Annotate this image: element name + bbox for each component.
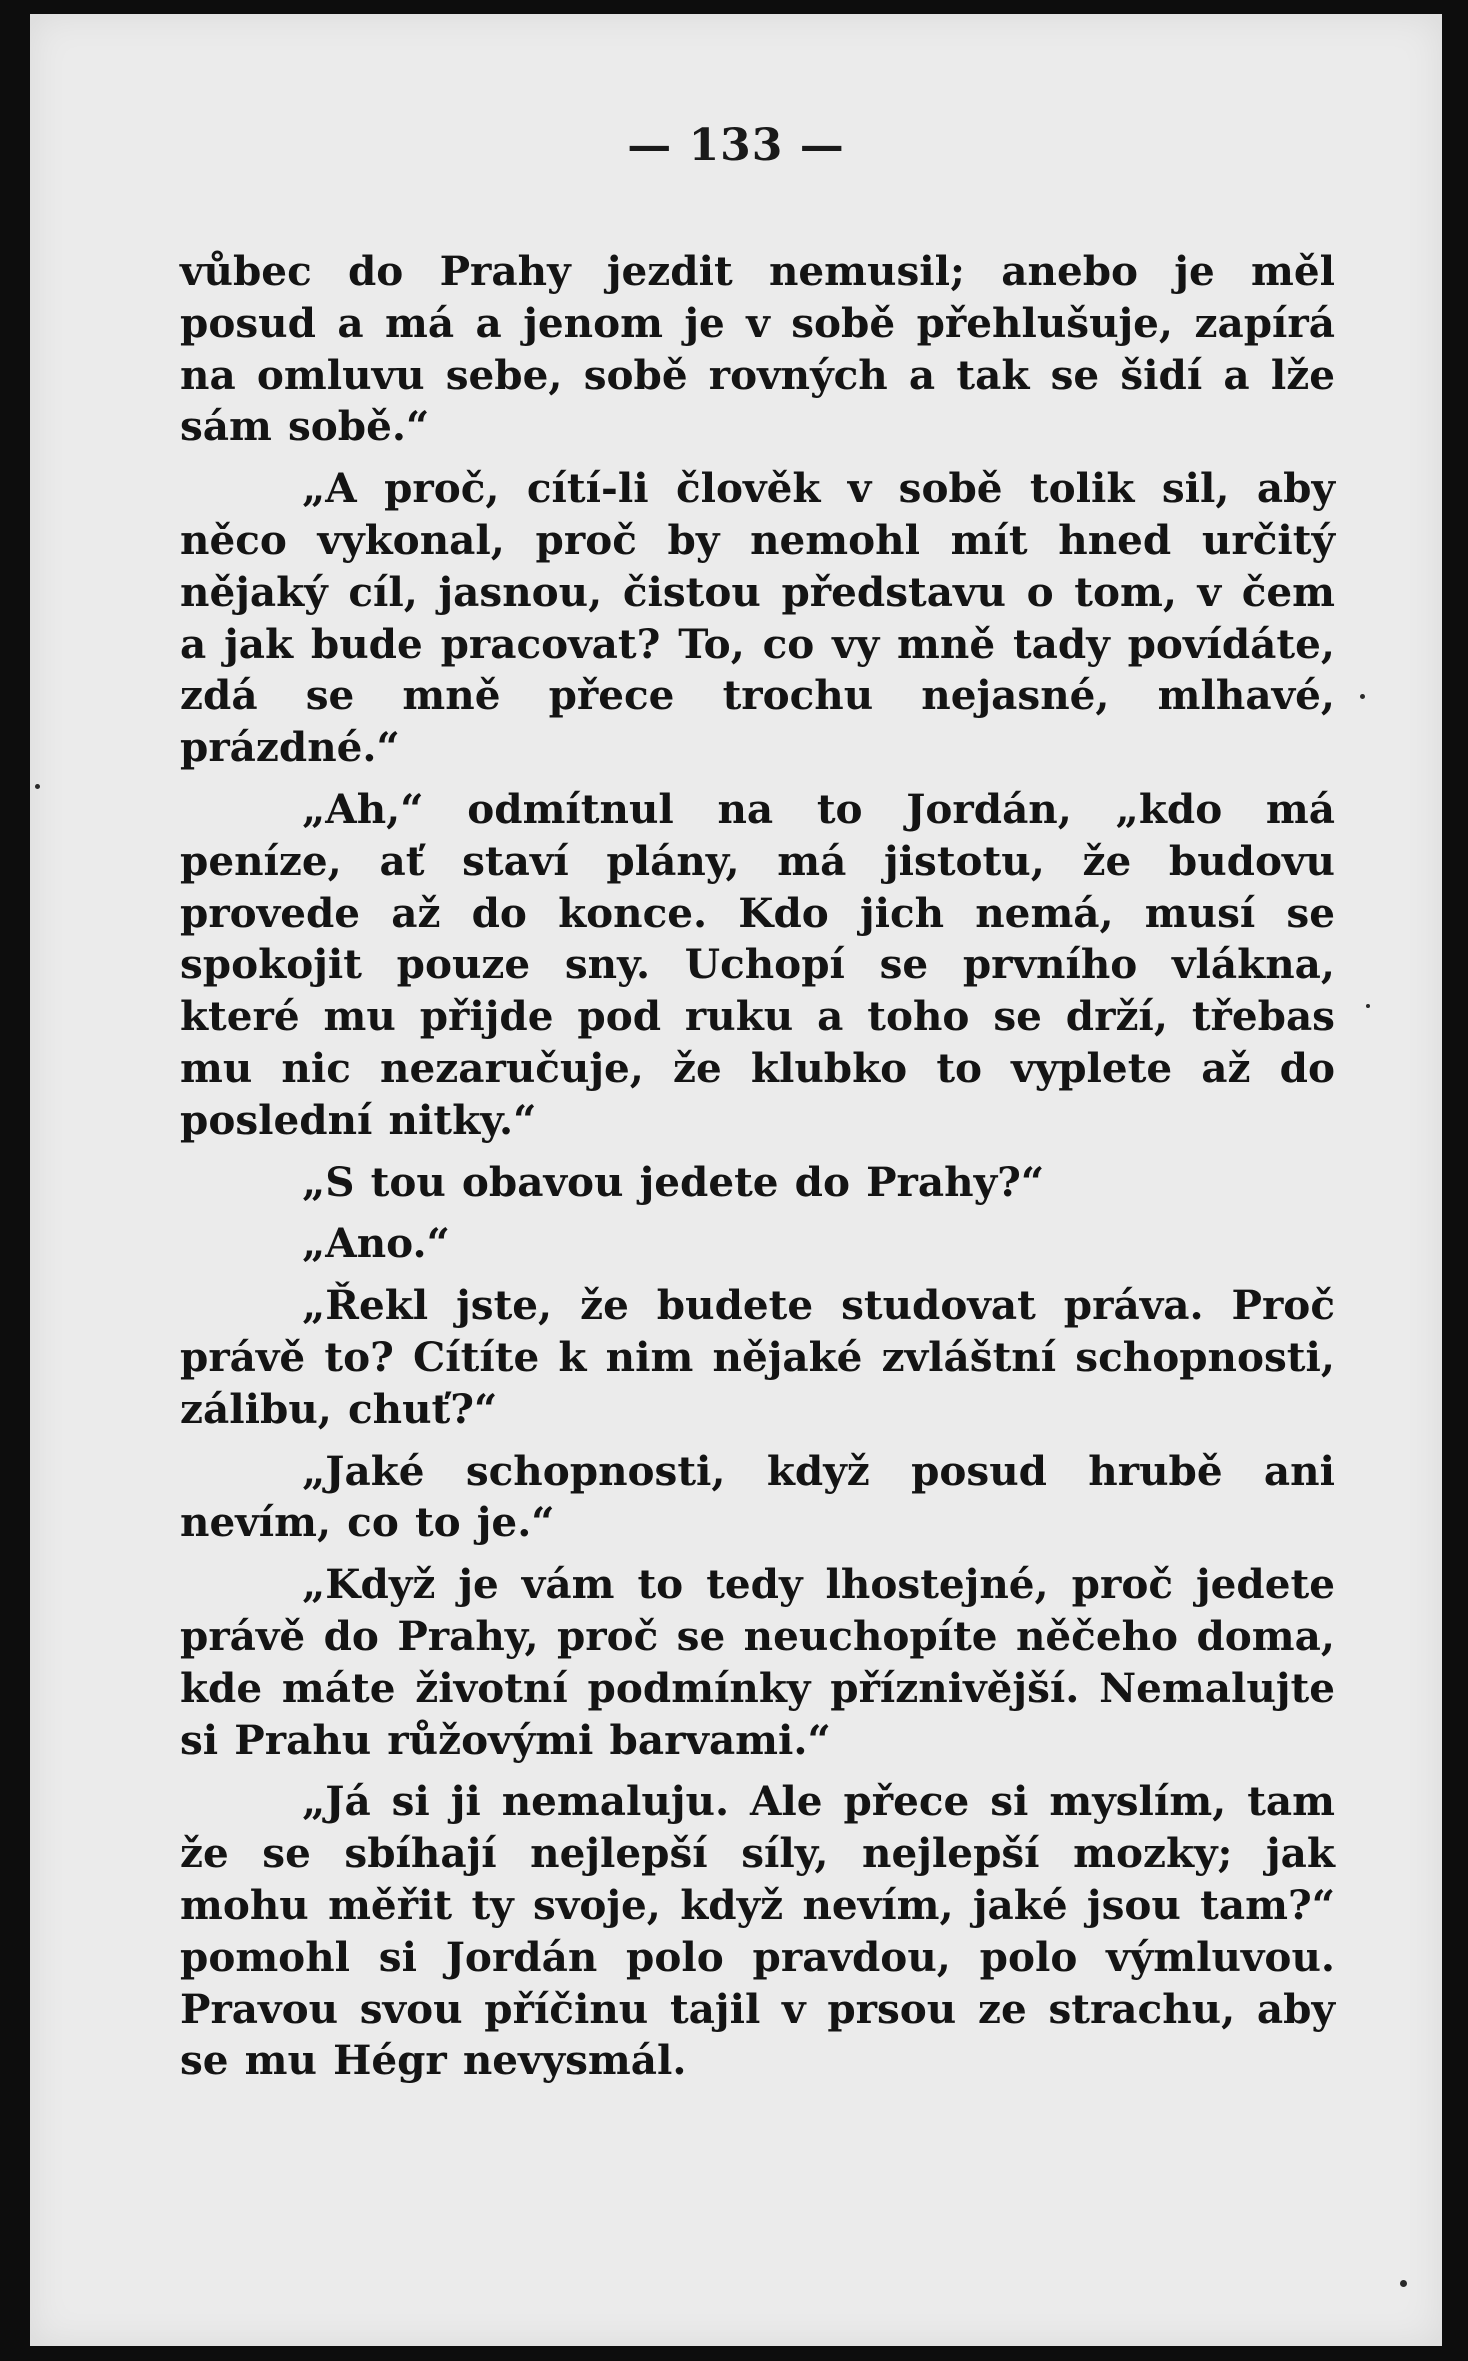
paragraph: „Ano.“ [302, 1219, 450, 1268]
paragraph: vůbec do Prahy jezdit nemusil; anebo je měl posud a má a jenom je v sobě přehlušuje, zapírá na omluvu sebe, sobě rovných a tak se šidí a lže sám sobě.“ [180, 247, 1335, 451]
print-speck [1400, 2280, 1407, 2287]
page-text [180, 246, 1335, 2087]
book-page [30, 14, 1442, 2346]
print-speck [1366, 1004, 1370, 1008]
page-number: — 133 — [627, 120, 845, 171]
paragraph: „Já si ji nemaluju. Ale přece si myslím, tam že se sbíhají nejlepší síly, nejlepší mozky; jak mohu měřit ty svoje, když nevím, jaké jsou tam?“ pomohl si Jordán polo pravdou, polo výmluvou. Pravou svou příčinu tajil v prsou ze strachu, aby se mu Hégr nevysmál. [180, 1777, 1335, 2085]
paragraph: „A proč, cítí-li člověk v sobě tolik sil, aby něco vykonal, proč by nemohl mít hned určitý nějaký cíl, jasnou, čistou představu o tom, v čem a jak bude pracovat? To, co vy mně tady povídáte, zdá se mně přece trochu nejasné, mlhavé, prázdné.“ [180, 464, 1335, 772]
print-speck [35, 784, 40, 789]
paragraph: „Když je vám to tedy lhostejné, proč jedete právě do Prahy, proč se neuchopíte něčeho doma, kde máte životní podmínky příznivější. Nemalujte si Prahu růžovými barvami.“ [180, 1560, 1335, 1764]
print-speck [1360, 694, 1365, 699]
paragraph: „Ah,“ odmítnul na to Jordán, „kdo má peníze, ať staví plány, má jistotu, že budovu provede až do konce. Kdo jich nemá, musí se spokojit pouze sny. Uchopí se prvního vlákna, které mu přijde pod ruku a toho se drží, třebas mu nic nezaručuje, že klubko to vyplete až do poslední nitky.“ [180, 784, 1335, 1144]
paragraph: „Řekl jste, že budete studovat práva. Proč právě to? Cítíte k nim nějaké zvláštní schopnosti, zálibu, chuť?“ [180, 1281, 1335, 1433]
paragraph: „S tou obavou jedete do Prahy?“ [302, 1157, 1045, 1206]
paragraph: „Jaké schopnosti, když posud hrubě ani nevím, co to je.“ [180, 1446, 1335, 1547]
